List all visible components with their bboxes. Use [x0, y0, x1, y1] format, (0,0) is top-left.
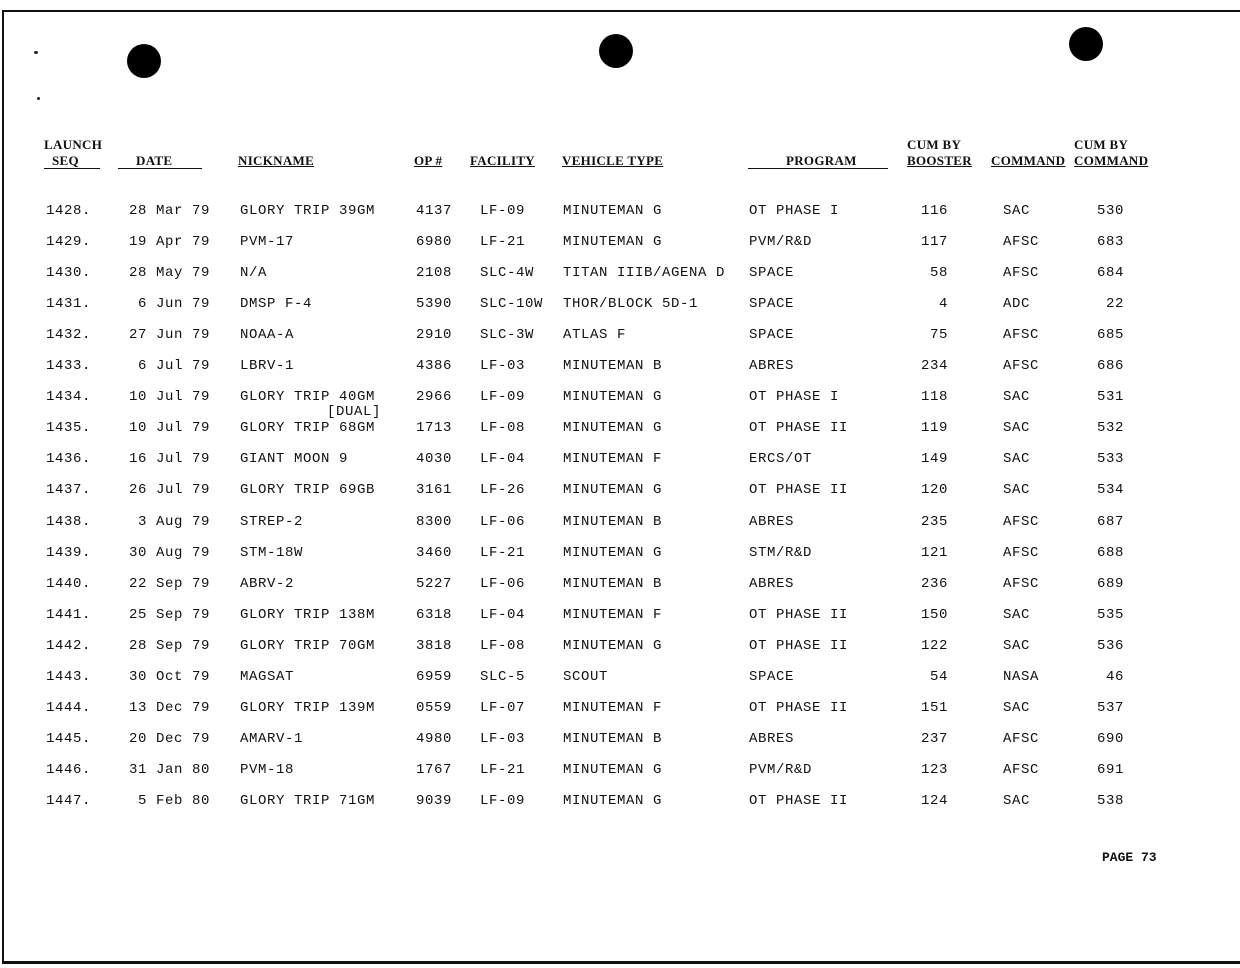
cell-vehicle-type: SCOUT [563, 669, 609, 685]
punch-hole [127, 44, 161, 78]
punch-hole [599, 34, 633, 68]
cell-cum-booster: 124 [920, 793, 948, 809]
cell-cum-command: 533 [1096, 451, 1124, 467]
header-op-text: OP # [414, 153, 443, 168]
cell-vehicle-type: MINUTEMAN G [563, 482, 663, 498]
header-command-text: COMMAND [991, 153, 1066, 168]
cell-op: 4030 [416, 451, 453, 467]
cell-seq: 1438. [46, 514, 92, 530]
header-cum-command-line2: COMMAND [1074, 153, 1149, 168]
cell-facility: LF-21 [480, 762, 526, 778]
cell-vehicle-type: MINUTEMAN F [563, 607, 663, 623]
cell-vehicle-type: THOR/BLOCK 5D-1 [563, 296, 699, 312]
cell-date: 31 Jan 80 [128, 762, 210, 778]
header-vehicle-type [562, 153, 663, 169]
cell-cum-booster: 123 [920, 762, 948, 778]
table-row [0, 296, 1240, 318]
cell-cum-booster: 116 [920, 203, 948, 219]
table-row [0, 358, 1240, 380]
cell-vehicle-type: TITAN IIIB/AGENA D [563, 265, 726, 281]
header-cum-booster-line1: CUM BY [907, 137, 962, 152]
header-vehicle-type-text: VEHICLE TYPE [562, 153, 664, 168]
cell-facility: LF-06 [480, 514, 526, 530]
cell-command: SAC [1003, 389, 1031, 405]
cell-seq: 1444. [46, 700, 92, 716]
table-row [0, 265, 1240, 287]
cell-op: 5390 [416, 296, 453, 312]
cell-date: 30 Aug 79 [128, 545, 210, 561]
cell-op: 3818 [416, 638, 453, 654]
cell-program: ABRES [749, 731, 795, 747]
cell-facility: LF-08 [480, 420, 526, 436]
cell-command: SAC [1003, 203, 1031, 219]
cell-op: 9039 [416, 793, 453, 809]
cell-facility: LF-04 [480, 451, 526, 467]
cell-date: 13 Dec 79 [128, 700, 210, 716]
cell-nickname: GLORY TRIP 70GM [240, 638, 376, 654]
cell-facility: LF-06 [480, 576, 526, 592]
cell-nickname: N/A [240, 265, 268, 281]
cell-seq: 1437. [46, 482, 92, 498]
cell-date: 3 Aug 79 [137, 514, 210, 530]
cell-op: 6318 [416, 607, 453, 623]
cell-cum-command: 536 [1096, 638, 1124, 654]
cell-nickname: STM-18W [240, 545, 304, 561]
cell-program: OT PHASE II [749, 700, 849, 716]
cell-program: STM/R&D [749, 545, 813, 561]
cell-date: 10 Jul 79 [128, 420, 210, 436]
cell-date: 28 Mar 79 [128, 203, 210, 219]
cell-program: SPACE [749, 327, 795, 343]
cell-command: AFSC [1003, 731, 1040, 747]
cell-seq: 1429. [46, 234, 92, 250]
header-rule [44, 168, 100, 169]
cell-program: PVM/R&D [749, 234, 813, 250]
cell-nickname: GLORY TRIP 68GM [240, 420, 376, 436]
cell-cum-booster: 149 [920, 451, 948, 467]
cell-cum-booster: 150 [920, 607, 948, 623]
cell-cum-command: 535 [1096, 607, 1124, 623]
cell-vehicle-type: MINUTEMAN B [563, 576, 663, 592]
header-cum-booster-line2: BOOSTER [907, 153, 972, 168]
header-rule [748, 168, 888, 169]
table-row [0, 700, 1240, 722]
cell-cum-booster: 234 [920, 358, 948, 374]
table-row [0, 234, 1240, 256]
table-row [0, 607, 1240, 629]
cell-cum-command: 22 [1105, 296, 1124, 312]
table-row [0, 451, 1240, 473]
header-launch-seq-line2: SEQ [52, 153, 79, 168]
cell-program: ABRES [749, 514, 795, 530]
cell-cum-command: 689 [1096, 576, 1124, 592]
header-nickname-text: NICKNAME [238, 153, 315, 168]
cell-command: SAC [1003, 607, 1031, 623]
cell-seq: 1442. [46, 638, 92, 654]
cell-op: 2966 [416, 389, 453, 405]
cell-vehicle-type: MINUTEMAN B [563, 731, 663, 747]
cell-date: 6 Jun 79 [137, 296, 210, 312]
cell-cum-command: 683 [1096, 234, 1124, 250]
cell-date: 28 Sep 79 [128, 638, 210, 654]
cell-cum-command: 685 [1096, 327, 1124, 343]
cell-vehicle-type: MINUTEMAN G [563, 420, 663, 436]
cell-facility: LF-08 [480, 638, 526, 654]
header-launch-seq-line1: LAUNCH [44, 137, 103, 152]
cell-cum-command: 538 [1096, 793, 1124, 809]
header-cum-command-line1: CUM BY [1074, 137, 1129, 152]
cell-vehicle-type: MINUTEMAN G [563, 638, 663, 654]
cell-nickname: GLORY TRIP 139M [240, 700, 376, 716]
cell-program: OT PHASE II [749, 607, 849, 623]
cell-cum-booster: 120 [920, 482, 948, 498]
cell-date: 20 Dec 79 [128, 731, 210, 747]
cell-command: SAC [1003, 793, 1031, 809]
cell-program: PVM/R&D [749, 762, 813, 778]
cell-seq: 1432. [46, 327, 92, 343]
cell-cum-booster: 58 [929, 265, 948, 281]
cell-cum-booster: 4 [938, 296, 948, 312]
cell-seq: 1445. [46, 731, 92, 747]
cell-op: 3460 [416, 545, 453, 561]
table-row [0, 545, 1240, 567]
cell-facility: LF-03 [480, 358, 526, 374]
cell-cum-booster: 236 [920, 576, 948, 592]
cell-facility: LF-21 [480, 234, 526, 250]
cell-facility: SLC-10W [480, 296, 544, 312]
cell-cum-command: 690 [1096, 731, 1124, 747]
cell-program: OT PHASE I [749, 203, 840, 219]
cell-command: SAC [1003, 420, 1031, 436]
cell-op: 0559 [416, 700, 453, 716]
cell-date: 28 May 79 [128, 265, 210, 281]
cell-seq: 1441. [46, 607, 92, 623]
cell-seq: 1440. [46, 576, 92, 592]
cell-op: 2108 [416, 265, 453, 281]
cell-nickname: PVM-17 [240, 234, 295, 250]
cell-seq: 1443. [46, 669, 92, 685]
cell-command: NASA [1003, 669, 1040, 685]
table-row [0, 389, 1240, 411]
cell-op: 1767 [416, 762, 453, 778]
cell-facility: LF-07 [480, 700, 526, 716]
cell-vehicle-type: MINUTEMAN G [563, 793, 663, 809]
cell-command: ADC [1003, 296, 1031, 312]
table-row [0, 514, 1240, 536]
cell-date: 5 Feb 80 [137, 793, 210, 809]
cell-cum-command: 691 [1096, 762, 1124, 778]
cell-cum-command: 530 [1096, 203, 1124, 219]
cell-cum-command: 684 [1096, 265, 1124, 281]
cell-facility: SLC-3W [480, 327, 535, 343]
table-row [0, 203, 1240, 225]
cell-cum-booster: 54 [929, 669, 948, 685]
cell-facility: SLC-4W [480, 265, 535, 281]
cell-command: AFSC [1003, 762, 1040, 778]
cell-op: 8300 [416, 514, 453, 530]
cell-facility: LF-09 [480, 203, 526, 219]
cell-seq: 1435. [46, 420, 92, 436]
cell-command: AFSC [1003, 327, 1040, 343]
header-rule [118, 168, 202, 169]
cell-program: ABRES [749, 358, 795, 374]
cell-cum-command: 537 [1096, 700, 1124, 716]
table-row [0, 576, 1240, 598]
cell-nickname: MAGSAT [240, 669, 295, 685]
cell-nickname: GLORY TRIP 40GM [240, 389, 376, 405]
header-date: DATE [136, 153, 173, 168]
cell-nickname: LBRV-1 [240, 358, 295, 374]
cell-program: SPACE [749, 265, 795, 281]
cell-nickname: GLORY TRIP 39GM [240, 203, 376, 219]
header-cum-command [1074, 137, 1148, 169]
cell-nickname: GIANT MOON 9 [240, 451, 349, 467]
cell-date: 10 Jul 79 [128, 389, 210, 405]
cell-op: 6980 [416, 234, 453, 250]
cell-date: 30 Oct 79 [128, 669, 210, 685]
cell-command: AFSC [1003, 234, 1040, 250]
cell-command: AFSC [1003, 358, 1040, 374]
cell-nickname: GLORY TRIP 71GM [240, 793, 376, 809]
cell-cum-booster: 117 [920, 234, 948, 250]
cell-op: 1713 [416, 420, 453, 436]
cell-date: 19 Apr 79 [128, 234, 210, 250]
cell-nickname: DMSP F-4 [240, 296, 313, 312]
cell-date: 6 Jul 79 [137, 358, 210, 374]
cell-program: SPACE [749, 669, 795, 685]
cell-date: 26 Jul 79 [128, 482, 210, 498]
cell-command: SAC [1003, 700, 1031, 716]
cell-command: SAC [1003, 482, 1031, 498]
cell-command: SAC [1003, 451, 1031, 467]
cell-vehicle-type: MINUTEMAN G [563, 762, 663, 778]
cell-cum-booster: 151 [920, 700, 948, 716]
table-row [0, 482, 1240, 504]
cell-facility: SLC-5 [480, 669, 526, 685]
cell-nickname: PVM-18 [240, 762, 295, 778]
punch-hole [1069, 27, 1103, 61]
cell-date: 22 Sep 79 [128, 576, 210, 592]
cell-op: 4980 [416, 731, 453, 747]
cell-op: 2910 [416, 327, 453, 343]
header-facility [470, 153, 535, 169]
cell-op: 5227 [416, 576, 453, 592]
cell-vehicle-type: MINUTEMAN B [563, 514, 663, 530]
cell-vehicle-type: MINUTEMAN G [563, 203, 663, 219]
cell-vehicle-type: ATLAS F [563, 327, 627, 343]
cell-nickname: NOAA-A [240, 327, 295, 343]
cell-cum-command: 687 [1096, 514, 1124, 530]
header-op [414, 153, 442, 169]
cell-seq: 1433. [46, 358, 92, 374]
cell-cum-booster: 118 [920, 389, 948, 405]
scan-speck [34, 51, 38, 54]
cell-cum-booster: 121 [920, 545, 948, 561]
cell-vehicle-type: MINUTEMAN F [563, 700, 663, 716]
cell-cum-command: 531 [1096, 389, 1124, 405]
cell-command: SAC [1003, 638, 1031, 654]
cell-nickname: AMARV-1 [240, 731, 304, 747]
cell-seq: 1436. [46, 451, 92, 467]
cell-program: SPACE [749, 296, 795, 312]
cell-op: 4137 [416, 203, 453, 219]
cell-seq: 1431. [46, 296, 92, 312]
cell-seq: 1439. [46, 545, 92, 561]
cell-vehicle-type: MINUTEMAN B [563, 358, 663, 374]
cell-command: AFSC [1003, 545, 1040, 561]
cell-date: 16 Jul 79 [128, 451, 210, 467]
cell-program: OT PHASE I [749, 389, 840, 405]
cell-vehicle-type: MINUTEMAN F [563, 451, 663, 467]
cell-vehicle-type: MINUTEMAN G [563, 389, 663, 405]
cell-nickname: STREP-2 [240, 514, 304, 530]
cell-facility: LF-21 [480, 545, 526, 561]
table-row [0, 420, 1240, 442]
page-number: PAGE 73 [1102, 850, 1157, 865]
cell-program: OT PHASE II [749, 482, 849, 498]
cell-facility: LF-09 [480, 793, 526, 809]
cell-date: 27 Jun 79 [128, 327, 210, 343]
table-row [0, 638, 1240, 660]
table-row [0, 731, 1240, 753]
cell-nickname: GLORY TRIP 138M [240, 607, 376, 623]
cell-command: AFSC [1003, 265, 1040, 281]
cell-command: AFSC [1003, 514, 1040, 530]
cell-nickname: ABRV-2 [240, 576, 295, 592]
cell-vehicle-type: MINUTEMAN G [563, 234, 663, 250]
cell-vehicle-type: MINUTEMAN G [563, 545, 663, 561]
table-row [0, 762, 1240, 784]
cell-nickname: GLORY TRIP 69GB [240, 482, 376, 498]
cell-cum-command: 534 [1096, 482, 1124, 498]
cell-cum-booster: 237 [920, 731, 948, 747]
cell-cum-booster: 235 [920, 514, 948, 530]
cell-seq: 1430. [46, 265, 92, 281]
cell-seq: 1434. [46, 389, 92, 405]
cell-facility: LF-03 [480, 731, 526, 747]
cell-facility: LF-09 [480, 389, 526, 405]
header-launch-seq [44, 137, 102, 169]
cell-program: OT PHASE II [749, 638, 849, 654]
scan-speck [37, 97, 40, 100]
header-facility-text: FACILITY [470, 153, 536, 168]
cell-facility: LF-04 [480, 607, 526, 623]
cell-program: OT PHASE II [749, 420, 849, 436]
cell-seq: 1447. [46, 793, 92, 809]
cell-program: OT PHASE II [749, 793, 849, 809]
cell-cum-command: 686 [1096, 358, 1124, 374]
cell-command: AFSC [1003, 576, 1040, 592]
cell-cum-command: 46 [1105, 669, 1124, 685]
dual-note: [DUAL] [327, 404, 382, 420]
cell-cum-booster: 75 [929, 327, 948, 343]
cell-cum-booster: 122 [920, 638, 948, 654]
cell-program: ERCS/OT [749, 451, 813, 467]
cell-op: 3161 [416, 482, 453, 498]
cell-seq: 1446. [46, 762, 92, 778]
cell-op: 6959 [416, 669, 453, 685]
header-cum-booster [907, 137, 972, 169]
cell-cum-command: 532 [1096, 420, 1124, 436]
table-row [0, 669, 1240, 691]
header-command [991, 153, 1065, 169]
cell-facility: LF-26 [480, 482, 526, 498]
cell-cum-booster: 119 [920, 420, 948, 436]
cell-date: 25 Sep 79 [128, 607, 210, 623]
table-row [0, 793, 1240, 815]
header-program: PROGRAM [786, 153, 857, 168]
cell-op: 4386 [416, 358, 453, 374]
table-row [0, 327, 1240, 349]
cell-cum-command: 688 [1096, 545, 1124, 561]
cell-program: ABRES [749, 576, 795, 592]
header-nickname [238, 153, 314, 169]
cell-seq: 1428. [46, 203, 92, 219]
